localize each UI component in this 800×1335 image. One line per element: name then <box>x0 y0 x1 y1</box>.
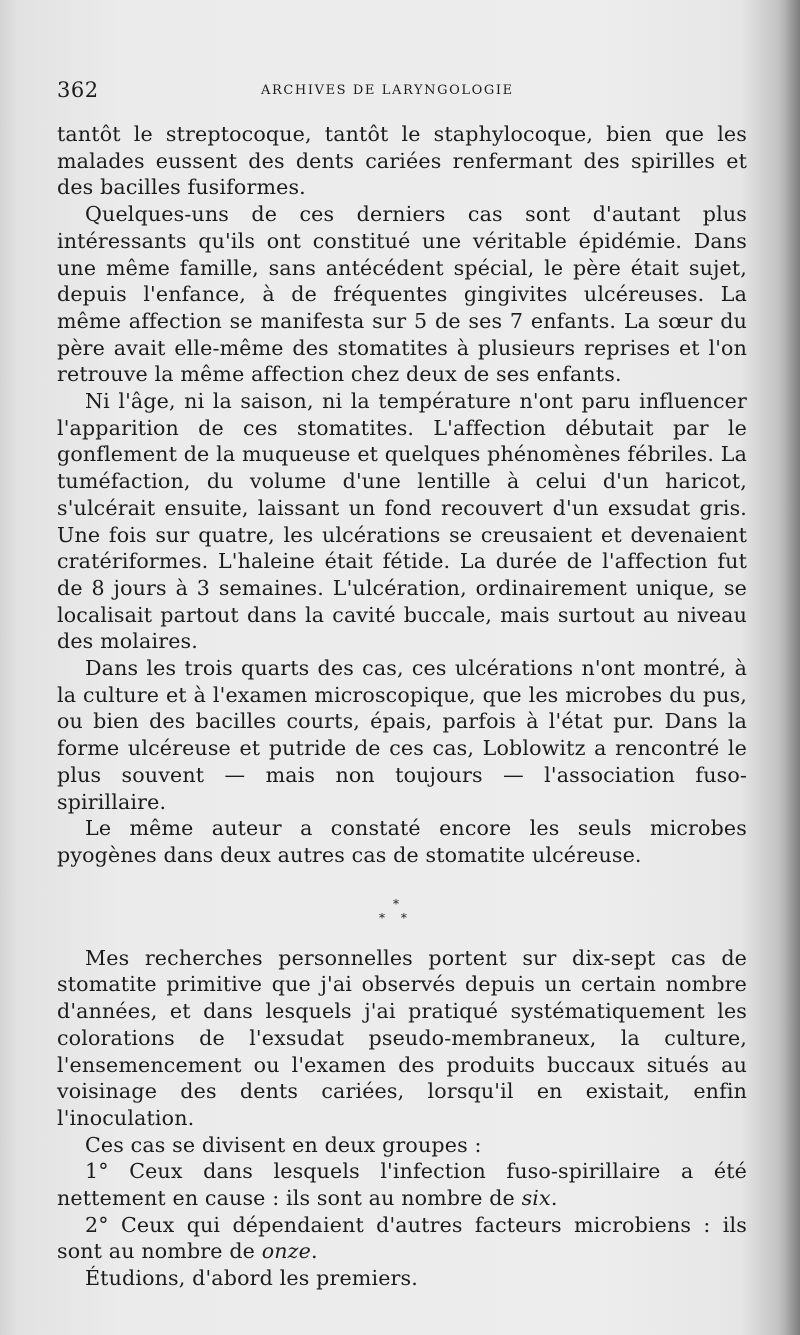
paragraph: Mes recherches personnelles portent sur dix-sept cas de stomatite primitive que j'ai observés depuis un certain nombre d'années, et dans lesquels j'ai pratiqué systématiquement les colorations de l'exsudat pseudo-membraneux, la culture, l'ensemencement ou l'examen des produits buccaux situés au voisinage des dents cariées, lorsqu'il en existait, enfin l'inoculation. <box>57 945 747 1130</box>
list-item-text: 1° Ceux dans lesquels l'infection fuso-spirillaire a été nettement en cause : ils sont au nombre de <box>57 1159 747 1211</box>
emphasis: onze <box>261 1239 312 1264</box>
list-item-end: . <box>311 1239 318 1264</box>
journal-title: ARCHIVES DE LARYNGOLOGIE <box>261 83 514 98</box>
asterism-bottom: * * <box>379 910 413 925</box>
paragraph: Le même auteur a constaté encore les seuls microbes pyogènes dans deux autres cas de stomatite ulcéreuse. <box>57 816 747 867</box>
body-text <box>57 121 747 1292</box>
page-edge-shadow <box>778 0 800 1335</box>
page-number: 362 <box>57 78 99 102</box>
emphasis: six <box>521 1186 551 1211</box>
list-item-end: . <box>550 1186 558 1211</box>
paragraph: Dans les trois quarts des cas, ces ulcérations n'ont montré, à la culture et à l'examen microscopique, que les microbes du pus, ou bien des bacilles courts, épais, parfois à l'état pur. Dans la forme ulcéreuse et putride de ces cas, Loblowitz a rencontré le plus souvent — mais non toujours — l'association fuso-spirillaire. <box>57 656 747 814</box>
running-head <box>57 78 747 102</box>
paragraph: Quelques-uns de ces derniers cas sont d'autant plus intéressants qu'ils ont constitué une véritable épidémie. Dans une même famille, sans antécédent spécial, le père était sujet, depuis l'enfance, à de fréquentes gingivites ulcéreuses. La même affection se manifesta sur 5 de ses 7 enfants. La sœur du père avait elle-même des stomatites à plusieurs reprises et l'on retrouve la même affection chez deux de ses enfants. <box>57 202 747 387</box>
asterism-top: * <box>393 896 400 911</box>
paragraph: tantôt le streptocoque, tantôt le staphylocoque, bien que les malades eussent des dents cariées renfermant des spirilles et des bacilles fusiformes. <box>57 122 747 200</box>
paragraph: Étudions, d'abord les premiers. <box>85 1266 418 1291</box>
paragraph: Ces cas se divisent en deux groupes : <box>85 1132 482 1157</box>
list-item <box>57 1158 747 1211</box>
list-item-text: 2° Ceux qui dépendaient d'autres facteurs microbiens : ils sont au nombre de <box>57 1212 747 1264</box>
section-asterism <box>57 869 747 945</box>
list-item <box>57 1212 747 1265</box>
paragraph: Ni l'âge, ni la saison, ni la température n'ont paru influencer l'apparition de ces stomatites. L'affection débutait par le gonflement de la muqueuse et quelques phénomènes fébriles. La tuméfaction, du volume d'une lentille à celui d'un haricot, s'ulcérait ensuite, laissant un fond recouvert d'un exsudat gris. Une fois sur quatre, les ulcérations se creusaient et devenaient cratériformes. L'haleine était fétide. La durée de l'affection fut de 8 jours à 3 semaines. L'ulcération, ordinairement unique, se localisait partout dans la cavité buccale, mais surtout au niveau des molaires. <box>57 389 747 654</box>
